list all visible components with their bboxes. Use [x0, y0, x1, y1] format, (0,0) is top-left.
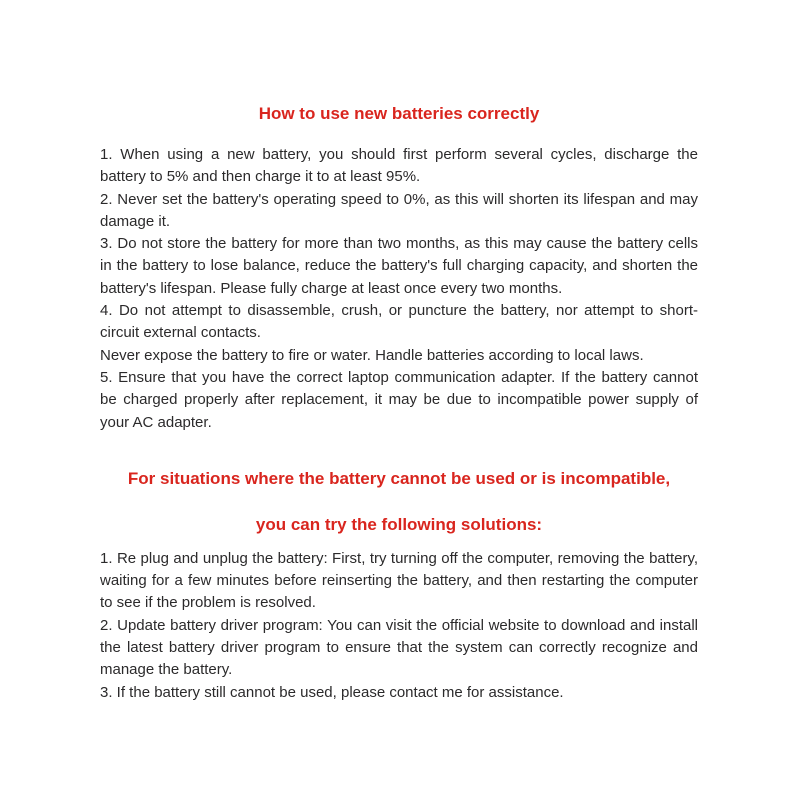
instruction-item-3: 3. Do not store the battery for more than two months, as this may cause the battery cells in the battery to lose balance, reduce the battery's full charging capacity, and shorten the battery's lifespan. Please fully charge at least once every two months. [100, 235, 698, 297]
solutions-heading-line2: you can try the following solutions: [255, 514, 543, 534]
instruction-item-5: 5. Ensure that you have the correct laptop communication adapter. If the battery cannot be charged properly after replacement, it may be due to incompatible power supply of your AC adapter. [100, 368, 698, 431]
solution-item-3: 3. If the battery still cannot be used, please contact me for assistance. [100, 683, 564, 701]
instruction-item-1: 1. When using a new battery, you should first perform several cycles, discharge the battery to 5% and then charge it to at least 95%. [100, 146, 698, 186]
solution-item-2: 2. Update battery driver program: You can visit the official website to download and install the latest battery driver program to ensure that the system can correctly recognize and manage the battery. [100, 616, 698, 679]
usage-instructions-section [100, 144, 698, 434]
instruction-note: Never expose the battery to fire or water. Handle batteries according to local laws. [100, 346, 644, 364]
instruction-item-4: 4. Do not attempt to disassemble, crush, or puncture the battery, nor attempt to short-circuit external contacts. [100, 302, 698, 342]
document-content [100, 102, 698, 704]
instruction-item-2: 2. Never set the battery's operating speed to 0%, as this will shorten its lifespan and may damage it. [100, 190, 698, 230]
solution-item-1: 1. Re plug and unplug the battery: First, try turning off the computer, removing the battery, waiting for a few minutes before reinserting the battery, and then restarting the computer to see if the problem is resolved. [100, 549, 698, 612]
main-heading: How to use new batteries correctly [258, 104, 540, 123]
solutions-heading-line1: For situations where the battery cannot be used or is incompatible, [127, 468, 671, 488]
solutions-section [100, 548, 698, 704]
